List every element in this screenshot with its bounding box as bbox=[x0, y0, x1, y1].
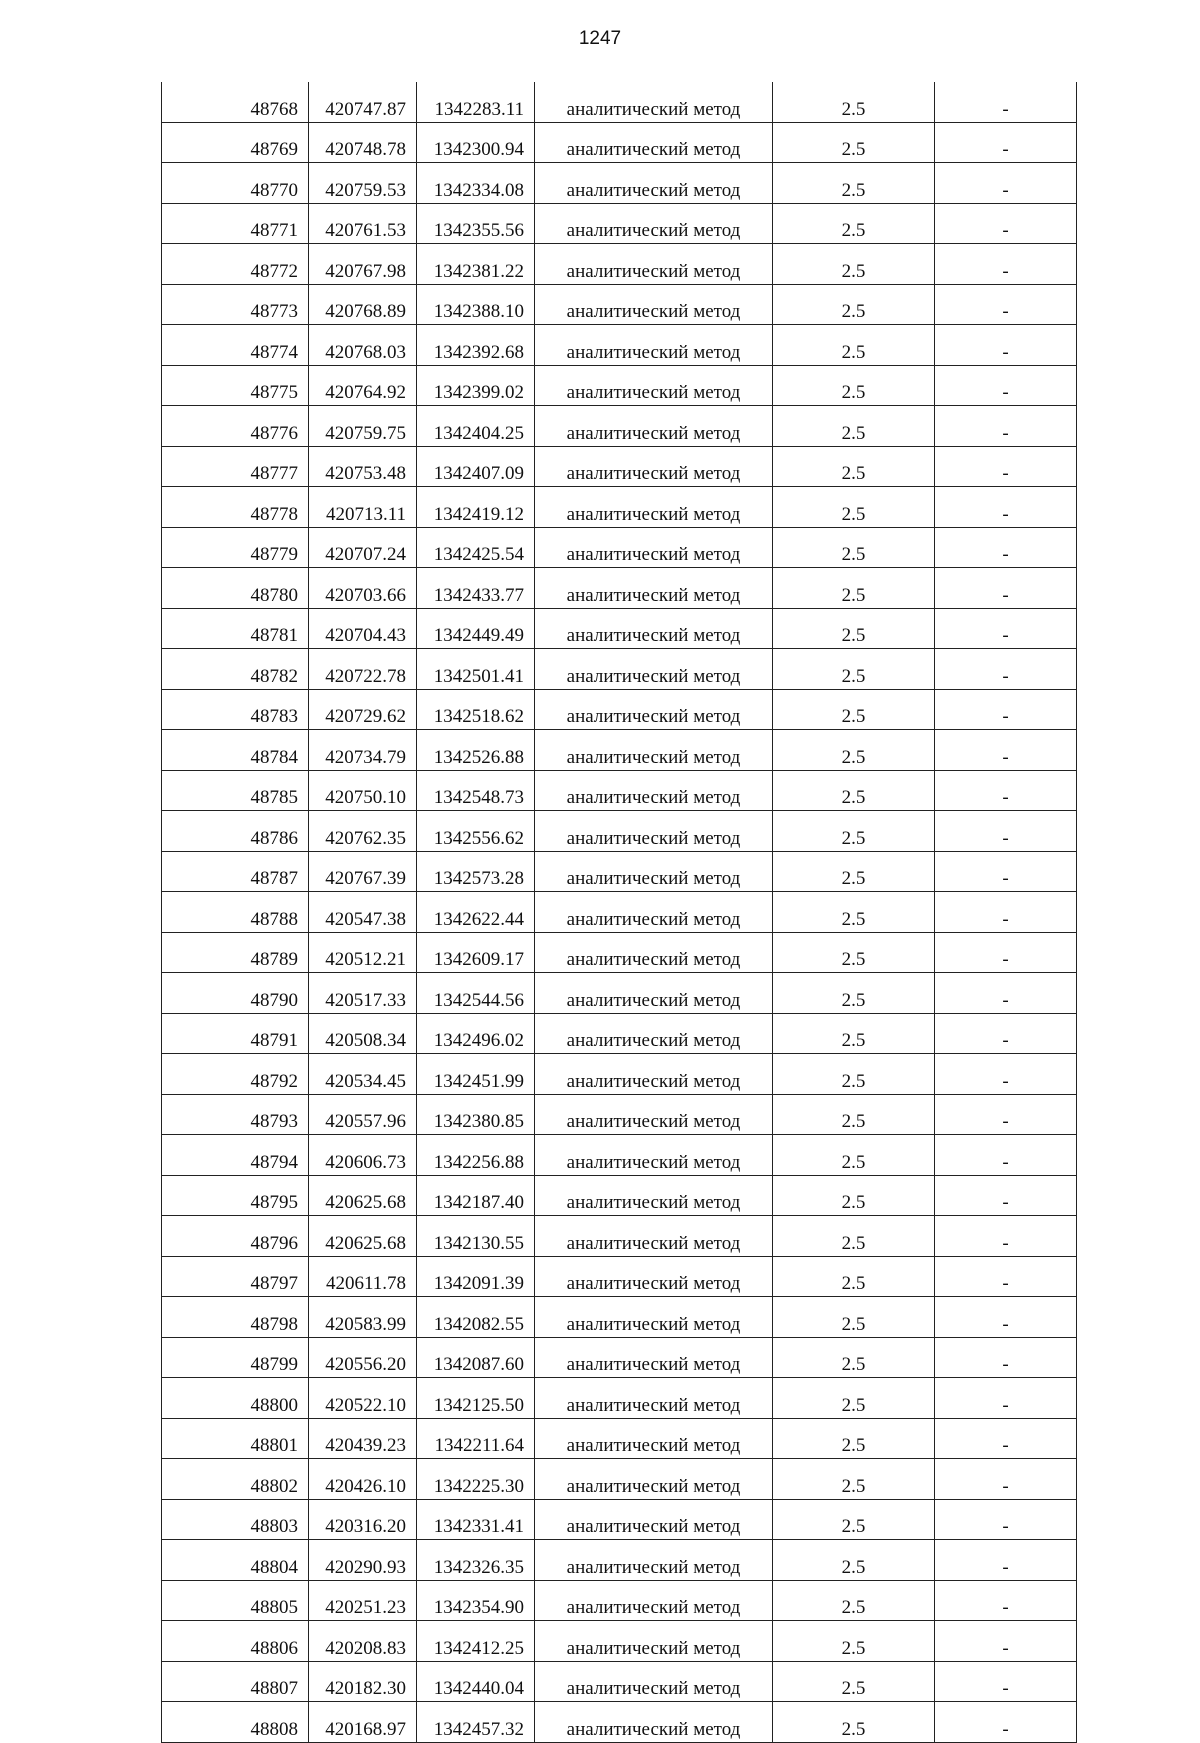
table-row bbox=[162, 1094, 1077, 1135]
table-row bbox=[162, 325, 1077, 366]
x-coordinate-cell: 420517.33 bbox=[309, 973, 417, 1014]
y-coordinate-cell: 1342622.44 bbox=[417, 892, 535, 933]
x-coordinate-cell: 420168.97 bbox=[309, 1702, 417, 1743]
accuracy-cell: 2.5 bbox=[773, 851, 935, 892]
x-coordinate-cell: 420583.99 bbox=[309, 1297, 417, 1338]
method-cell: аналитический метод bbox=[535, 932, 773, 973]
note-cell: - bbox=[935, 1175, 1077, 1216]
x-coordinate-cell: 420426.10 bbox=[309, 1459, 417, 1500]
y-coordinate-cell: 1342392.68 bbox=[417, 325, 535, 366]
x-coordinate-cell: 420557.96 bbox=[309, 1094, 417, 1135]
point-number-cell: 48784 bbox=[162, 730, 309, 771]
x-coordinate-cell: 420611.78 bbox=[309, 1256, 417, 1297]
note-cell: - bbox=[935, 1256, 1077, 1297]
point-number-cell: 48781 bbox=[162, 608, 309, 649]
x-coordinate-cell: 420208.83 bbox=[309, 1621, 417, 1662]
point-number-cell: 48775 bbox=[162, 365, 309, 406]
method-cell: аналитический метод bbox=[535, 1459, 773, 1500]
x-coordinate-cell: 420768.03 bbox=[309, 325, 417, 366]
x-coordinate-cell: 420316.20 bbox=[309, 1499, 417, 1540]
y-coordinate-cell: 1342091.39 bbox=[417, 1256, 535, 1297]
note-cell: - bbox=[935, 527, 1077, 568]
table-row bbox=[162, 1216, 1077, 1257]
point-number-cell: 48794 bbox=[162, 1135, 309, 1176]
accuracy-cell: 2.5 bbox=[773, 163, 935, 204]
table-row bbox=[162, 730, 1077, 771]
y-coordinate-cell: 1342354.90 bbox=[417, 1580, 535, 1621]
method-cell: аналитический метод bbox=[535, 1702, 773, 1743]
y-coordinate-cell: 1342449.49 bbox=[417, 608, 535, 649]
table-row bbox=[162, 1580, 1077, 1621]
y-coordinate-cell: 1342300.94 bbox=[417, 122, 535, 163]
accuracy-cell: 2.5 bbox=[773, 365, 935, 406]
point-number-cell: 48791 bbox=[162, 1013, 309, 1054]
y-coordinate-cell: 1342609.17 bbox=[417, 932, 535, 973]
note-cell: - bbox=[935, 770, 1077, 811]
point-number-cell: 48774 bbox=[162, 325, 309, 366]
point-number-cell: 48788 bbox=[162, 892, 309, 933]
accuracy-cell: 2.5 bbox=[773, 1702, 935, 1743]
accuracy-cell: 2.5 bbox=[773, 244, 935, 285]
x-coordinate-cell: 420707.24 bbox=[309, 527, 417, 568]
method-cell: аналитический метод bbox=[535, 811, 773, 852]
y-coordinate-cell: 1342399.02 bbox=[417, 365, 535, 406]
x-coordinate-cell: 420556.20 bbox=[309, 1337, 417, 1378]
y-coordinate-cell: 1342087.60 bbox=[417, 1337, 535, 1378]
accuracy-cell: 2.5 bbox=[773, 1459, 935, 1500]
accuracy-cell: 2.5 bbox=[773, 406, 935, 447]
accuracy-cell: 2.5 bbox=[773, 1580, 935, 1621]
table-row bbox=[162, 487, 1077, 528]
point-number-cell: 48770 bbox=[162, 163, 309, 204]
note-cell: - bbox=[935, 811, 1077, 852]
table-row bbox=[162, 1661, 1077, 1702]
method-cell: аналитический метод bbox=[535, 1013, 773, 1054]
accuracy-cell: 2.5 bbox=[773, 284, 935, 325]
method-cell: аналитический метод bbox=[535, 1580, 773, 1621]
y-coordinate-cell: 1342125.50 bbox=[417, 1378, 535, 1419]
point-number-cell: 48786 bbox=[162, 811, 309, 852]
accuracy-cell: 2.5 bbox=[773, 122, 935, 163]
note-cell: - bbox=[935, 1216, 1077, 1257]
y-coordinate-cell: 1342187.40 bbox=[417, 1175, 535, 1216]
point-number-cell: 48807 bbox=[162, 1661, 309, 1702]
method-cell: аналитический метод bbox=[535, 730, 773, 771]
note-cell: - bbox=[935, 1540, 1077, 1581]
method-cell: аналитический метод bbox=[535, 689, 773, 730]
x-coordinate-cell: 420761.53 bbox=[309, 203, 417, 244]
table-row bbox=[162, 1418, 1077, 1459]
x-coordinate-cell: 420625.68 bbox=[309, 1175, 417, 1216]
x-coordinate-cell: 420251.23 bbox=[309, 1580, 417, 1621]
note-cell: - bbox=[935, 568, 1077, 609]
point-number-cell: 48801 bbox=[162, 1418, 309, 1459]
note-cell: - bbox=[935, 487, 1077, 528]
y-coordinate-cell: 1342334.08 bbox=[417, 163, 535, 204]
table-row bbox=[162, 689, 1077, 730]
method-cell: аналитический метод bbox=[535, 365, 773, 406]
method-cell: аналитический метод bbox=[535, 1378, 773, 1419]
coordinates-table-body bbox=[162, 82, 1077, 1742]
table-row bbox=[162, 163, 1077, 204]
point-number-cell: 48789 bbox=[162, 932, 309, 973]
y-coordinate-cell: 1342407.09 bbox=[417, 446, 535, 487]
x-coordinate-cell: 420753.48 bbox=[309, 446, 417, 487]
note-cell: - bbox=[935, 244, 1077, 285]
x-coordinate-cell: 420747.87 bbox=[309, 82, 417, 122]
x-coordinate-cell: 420290.93 bbox=[309, 1540, 417, 1581]
point-number-cell: 48780 bbox=[162, 568, 309, 609]
accuracy-cell: 2.5 bbox=[773, 608, 935, 649]
method-cell: аналитический метод bbox=[535, 1499, 773, 1540]
x-coordinate-cell: 420534.45 bbox=[309, 1054, 417, 1095]
y-coordinate-cell: 1342256.88 bbox=[417, 1135, 535, 1176]
note-cell: - bbox=[935, 446, 1077, 487]
coordinates-table bbox=[161, 82, 1077, 1743]
y-coordinate-cell: 1342283.11 bbox=[417, 82, 535, 122]
accuracy-cell: 2.5 bbox=[773, 1540, 935, 1581]
method-cell: аналитический метод bbox=[535, 446, 773, 487]
note-cell: - bbox=[935, 1337, 1077, 1378]
method-cell: аналитический метод bbox=[535, 244, 773, 285]
accuracy-cell: 2.5 bbox=[773, 82, 935, 122]
note-cell: - bbox=[935, 365, 1077, 406]
x-coordinate-cell: 420625.68 bbox=[309, 1216, 417, 1257]
accuracy-cell: 2.5 bbox=[773, 1661, 935, 1702]
note-cell: - bbox=[935, 1459, 1077, 1500]
x-coordinate-cell: 420439.23 bbox=[309, 1418, 417, 1459]
method-cell: аналитический метод bbox=[535, 82, 773, 122]
accuracy-cell: 2.5 bbox=[773, 487, 935, 528]
y-coordinate-cell: 1342381.22 bbox=[417, 244, 535, 285]
y-coordinate-cell: 1342331.41 bbox=[417, 1499, 535, 1540]
point-number-cell: 48806 bbox=[162, 1621, 309, 1662]
x-coordinate-cell: 420713.11 bbox=[309, 487, 417, 528]
note-cell: - bbox=[935, 1135, 1077, 1176]
method-cell: аналитический метод bbox=[535, 851, 773, 892]
method-cell: аналитический метод bbox=[535, 325, 773, 366]
accuracy-cell: 2.5 bbox=[773, 932, 935, 973]
method-cell: аналитический метод bbox=[535, 1418, 773, 1459]
y-coordinate-cell: 1342225.30 bbox=[417, 1459, 535, 1500]
point-number-cell: 48804 bbox=[162, 1540, 309, 1581]
table-row bbox=[162, 649, 1077, 690]
method-cell: аналитический метод bbox=[535, 527, 773, 568]
accuracy-cell: 2.5 bbox=[773, 1378, 935, 1419]
note-cell: - bbox=[935, 1054, 1077, 1095]
y-coordinate-cell: 1342548.73 bbox=[417, 770, 535, 811]
note-cell: - bbox=[935, 649, 1077, 690]
point-number-cell: 48776 bbox=[162, 406, 309, 447]
y-coordinate-cell: 1342355.56 bbox=[417, 203, 535, 244]
method-cell: аналитический метод bbox=[535, 608, 773, 649]
point-number-cell: 48797 bbox=[162, 1256, 309, 1297]
point-number-cell: 48777 bbox=[162, 446, 309, 487]
x-coordinate-cell: 420759.53 bbox=[309, 163, 417, 204]
y-coordinate-cell: 1342451.99 bbox=[417, 1054, 535, 1095]
note-cell: - bbox=[935, 1661, 1077, 1702]
method-cell: аналитический метод bbox=[535, 1054, 773, 1095]
x-coordinate-cell: 420750.10 bbox=[309, 770, 417, 811]
x-coordinate-cell: 420522.10 bbox=[309, 1378, 417, 1419]
table-row bbox=[162, 1175, 1077, 1216]
table-row bbox=[162, 446, 1077, 487]
table-row bbox=[162, 1621, 1077, 1662]
point-number-cell: 48779 bbox=[162, 527, 309, 568]
note-cell: - bbox=[935, 892, 1077, 933]
y-coordinate-cell: 1342388.10 bbox=[417, 284, 535, 325]
method-cell: аналитический метод bbox=[535, 122, 773, 163]
point-number-cell: 48803 bbox=[162, 1499, 309, 1540]
table-row bbox=[162, 1702, 1077, 1743]
table-row bbox=[162, 892, 1077, 933]
table-row bbox=[162, 1297, 1077, 1338]
x-coordinate-cell: 420606.73 bbox=[309, 1135, 417, 1176]
method-cell: аналитический метод bbox=[535, 1216, 773, 1257]
accuracy-cell: 2.5 bbox=[773, 1621, 935, 1662]
method-cell: аналитический метод bbox=[535, 973, 773, 1014]
y-coordinate-cell: 1342404.25 bbox=[417, 406, 535, 447]
method-cell: аналитический метод bbox=[535, 406, 773, 447]
method-cell: аналитический метод bbox=[535, 1135, 773, 1176]
accuracy-cell: 2.5 bbox=[773, 1297, 935, 1338]
x-coordinate-cell: 420767.39 bbox=[309, 851, 417, 892]
y-coordinate-cell: 1342380.85 bbox=[417, 1094, 535, 1135]
y-coordinate-cell: 1342457.32 bbox=[417, 1702, 535, 1743]
point-number-cell: 48772 bbox=[162, 244, 309, 285]
y-coordinate-cell: 1342544.56 bbox=[417, 973, 535, 1014]
table-row bbox=[162, 932, 1077, 973]
accuracy-cell: 2.5 bbox=[773, 1094, 935, 1135]
note-cell: - bbox=[935, 203, 1077, 244]
table-row bbox=[162, 851, 1077, 892]
note-cell: - bbox=[935, 1702, 1077, 1743]
point-number-cell: 48792 bbox=[162, 1054, 309, 1095]
table-row bbox=[162, 365, 1077, 406]
accuracy-cell: 2.5 bbox=[773, 1256, 935, 1297]
x-coordinate-cell: 420767.98 bbox=[309, 244, 417, 285]
point-number-cell: 48769 bbox=[162, 122, 309, 163]
table-row bbox=[162, 1135, 1077, 1176]
point-number-cell: 48795 bbox=[162, 1175, 309, 1216]
table-row bbox=[162, 1378, 1077, 1419]
method-cell: аналитический метод bbox=[535, 1175, 773, 1216]
table-row bbox=[162, 1013, 1077, 1054]
note-cell: - bbox=[935, 406, 1077, 447]
point-number-cell: 48805 bbox=[162, 1580, 309, 1621]
method-cell: аналитический метод bbox=[535, 1540, 773, 1581]
method-cell: аналитический метод bbox=[535, 203, 773, 244]
y-coordinate-cell: 1342412.25 bbox=[417, 1621, 535, 1662]
accuracy-cell: 2.5 bbox=[773, 892, 935, 933]
y-coordinate-cell: 1342526.88 bbox=[417, 730, 535, 771]
note-cell: - bbox=[935, 163, 1077, 204]
method-cell: аналитический метод bbox=[535, 284, 773, 325]
method-cell: аналитический метод bbox=[535, 1337, 773, 1378]
method-cell: аналитический метод bbox=[535, 1297, 773, 1338]
x-coordinate-cell: 420508.34 bbox=[309, 1013, 417, 1054]
y-coordinate-cell: 1342425.54 bbox=[417, 527, 535, 568]
note-cell: - bbox=[935, 932, 1077, 973]
point-number-cell: 48799 bbox=[162, 1337, 309, 1378]
point-number-cell: 48778 bbox=[162, 487, 309, 528]
table-row bbox=[162, 82, 1077, 122]
table-row bbox=[162, 1499, 1077, 1540]
table-row bbox=[162, 1337, 1077, 1378]
method-cell: аналитический метод bbox=[535, 568, 773, 609]
note-cell: - bbox=[935, 1013, 1077, 1054]
accuracy-cell: 2.5 bbox=[773, 1054, 935, 1095]
y-coordinate-cell: 1342573.28 bbox=[417, 851, 535, 892]
point-number-cell: 48798 bbox=[162, 1297, 309, 1338]
note-cell: - bbox=[935, 284, 1077, 325]
accuracy-cell: 2.5 bbox=[773, 1499, 935, 1540]
method-cell: аналитический метод bbox=[535, 1094, 773, 1135]
y-coordinate-cell: 1342556.62 bbox=[417, 811, 535, 852]
x-coordinate-cell: 420734.79 bbox=[309, 730, 417, 771]
point-number-cell: 48768 bbox=[162, 82, 309, 122]
table-row bbox=[162, 1256, 1077, 1297]
accuracy-cell: 2.5 bbox=[773, 811, 935, 852]
y-coordinate-cell: 1342419.12 bbox=[417, 487, 535, 528]
y-coordinate-cell: 1342211.64 bbox=[417, 1418, 535, 1459]
accuracy-cell: 2.5 bbox=[773, 1337, 935, 1378]
table-row bbox=[162, 770, 1077, 811]
table-row bbox=[162, 122, 1077, 163]
method-cell: аналитический метод bbox=[535, 487, 773, 528]
note-cell: - bbox=[935, 689, 1077, 730]
point-number-cell: 48800 bbox=[162, 1378, 309, 1419]
note-cell: - bbox=[935, 1621, 1077, 1662]
x-coordinate-cell: 420182.30 bbox=[309, 1661, 417, 1702]
point-number-cell: 48787 bbox=[162, 851, 309, 892]
accuracy-cell: 2.5 bbox=[773, 325, 935, 366]
method-cell: аналитический метод bbox=[535, 1256, 773, 1297]
note-cell: - bbox=[935, 122, 1077, 163]
x-coordinate-cell: 420768.89 bbox=[309, 284, 417, 325]
method-cell: аналитический метод bbox=[535, 892, 773, 933]
x-coordinate-cell: 420764.92 bbox=[309, 365, 417, 406]
accuracy-cell: 2.5 bbox=[773, 1175, 935, 1216]
note-cell: - bbox=[935, 608, 1077, 649]
note-cell: - bbox=[935, 82, 1077, 122]
y-coordinate-cell: 1342326.35 bbox=[417, 1540, 535, 1581]
x-coordinate-cell: 420729.62 bbox=[309, 689, 417, 730]
table-row bbox=[162, 406, 1077, 447]
point-number-cell: 48808 bbox=[162, 1702, 309, 1743]
accuracy-cell: 2.5 bbox=[773, 527, 935, 568]
method-cell: аналитический метод bbox=[535, 1661, 773, 1702]
note-cell: - bbox=[935, 1580, 1077, 1621]
table-row bbox=[162, 608, 1077, 649]
note-cell: - bbox=[935, 851, 1077, 892]
point-number-cell: 48782 bbox=[162, 649, 309, 690]
table-row bbox=[162, 284, 1077, 325]
x-coordinate-cell: 420512.21 bbox=[309, 932, 417, 973]
y-coordinate-cell: 1342496.02 bbox=[417, 1013, 535, 1054]
y-coordinate-cell: 1342440.04 bbox=[417, 1661, 535, 1702]
note-cell: - bbox=[935, 1297, 1077, 1338]
note-cell: - bbox=[935, 1418, 1077, 1459]
x-coordinate-cell: 420759.75 bbox=[309, 406, 417, 447]
point-number-cell: 48785 bbox=[162, 770, 309, 811]
accuracy-cell: 2.5 bbox=[773, 1418, 935, 1459]
accuracy-cell: 2.5 bbox=[773, 446, 935, 487]
accuracy-cell: 2.5 bbox=[773, 1216, 935, 1257]
y-coordinate-cell: 1342433.77 bbox=[417, 568, 535, 609]
accuracy-cell: 2.5 bbox=[773, 1135, 935, 1176]
point-number-cell: 48793 bbox=[162, 1094, 309, 1135]
y-coordinate-cell: 1342501.41 bbox=[417, 649, 535, 690]
note-cell: - bbox=[935, 973, 1077, 1014]
accuracy-cell: 2.5 bbox=[773, 203, 935, 244]
note-cell: - bbox=[935, 1499, 1077, 1540]
accuracy-cell: 2.5 bbox=[773, 649, 935, 690]
table-row bbox=[162, 1540, 1077, 1581]
point-number-cell: 48771 bbox=[162, 203, 309, 244]
accuracy-cell: 2.5 bbox=[773, 730, 935, 771]
x-coordinate-cell: 420762.35 bbox=[309, 811, 417, 852]
method-cell: аналитический метод bbox=[535, 1621, 773, 1662]
point-number-cell: 48790 bbox=[162, 973, 309, 1014]
x-coordinate-cell: 420547.38 bbox=[309, 892, 417, 933]
accuracy-cell: 2.5 bbox=[773, 770, 935, 811]
note-cell: - bbox=[935, 1378, 1077, 1419]
page-number: 1247 bbox=[578, 28, 622, 49]
table-row bbox=[162, 527, 1077, 568]
x-coordinate-cell: 420722.78 bbox=[309, 649, 417, 690]
method-cell: аналитический метод bbox=[535, 649, 773, 690]
note-cell: - bbox=[935, 730, 1077, 771]
table-row bbox=[162, 811, 1077, 852]
table-row bbox=[162, 568, 1077, 609]
y-coordinate-cell: 1342518.62 bbox=[417, 689, 535, 730]
table-row bbox=[162, 244, 1077, 285]
point-number-cell: 48783 bbox=[162, 689, 309, 730]
note-cell: - bbox=[935, 1094, 1077, 1135]
accuracy-cell: 2.5 bbox=[773, 689, 935, 730]
note-cell: - bbox=[935, 325, 1077, 366]
method-cell: аналитический метод bbox=[535, 770, 773, 811]
point-number-cell: 48796 bbox=[162, 1216, 309, 1257]
y-coordinate-cell: 1342082.55 bbox=[417, 1297, 535, 1338]
table-row bbox=[162, 973, 1077, 1014]
x-coordinate-cell: 420704.43 bbox=[309, 608, 417, 649]
point-number-cell: 48802 bbox=[162, 1459, 309, 1500]
accuracy-cell: 2.5 bbox=[773, 973, 935, 1014]
y-coordinate-cell: 1342130.55 bbox=[417, 1216, 535, 1257]
x-coordinate-cell: 420703.66 bbox=[309, 568, 417, 609]
table-row bbox=[162, 1054, 1077, 1095]
accuracy-cell: 2.5 bbox=[773, 1013, 935, 1054]
table-row bbox=[162, 1459, 1077, 1500]
x-coordinate-cell: 420748.78 bbox=[309, 122, 417, 163]
point-number-cell: 48773 bbox=[162, 284, 309, 325]
accuracy-cell: 2.5 bbox=[773, 568, 935, 609]
method-cell: аналитический метод bbox=[535, 163, 773, 204]
table-row bbox=[162, 203, 1077, 244]
